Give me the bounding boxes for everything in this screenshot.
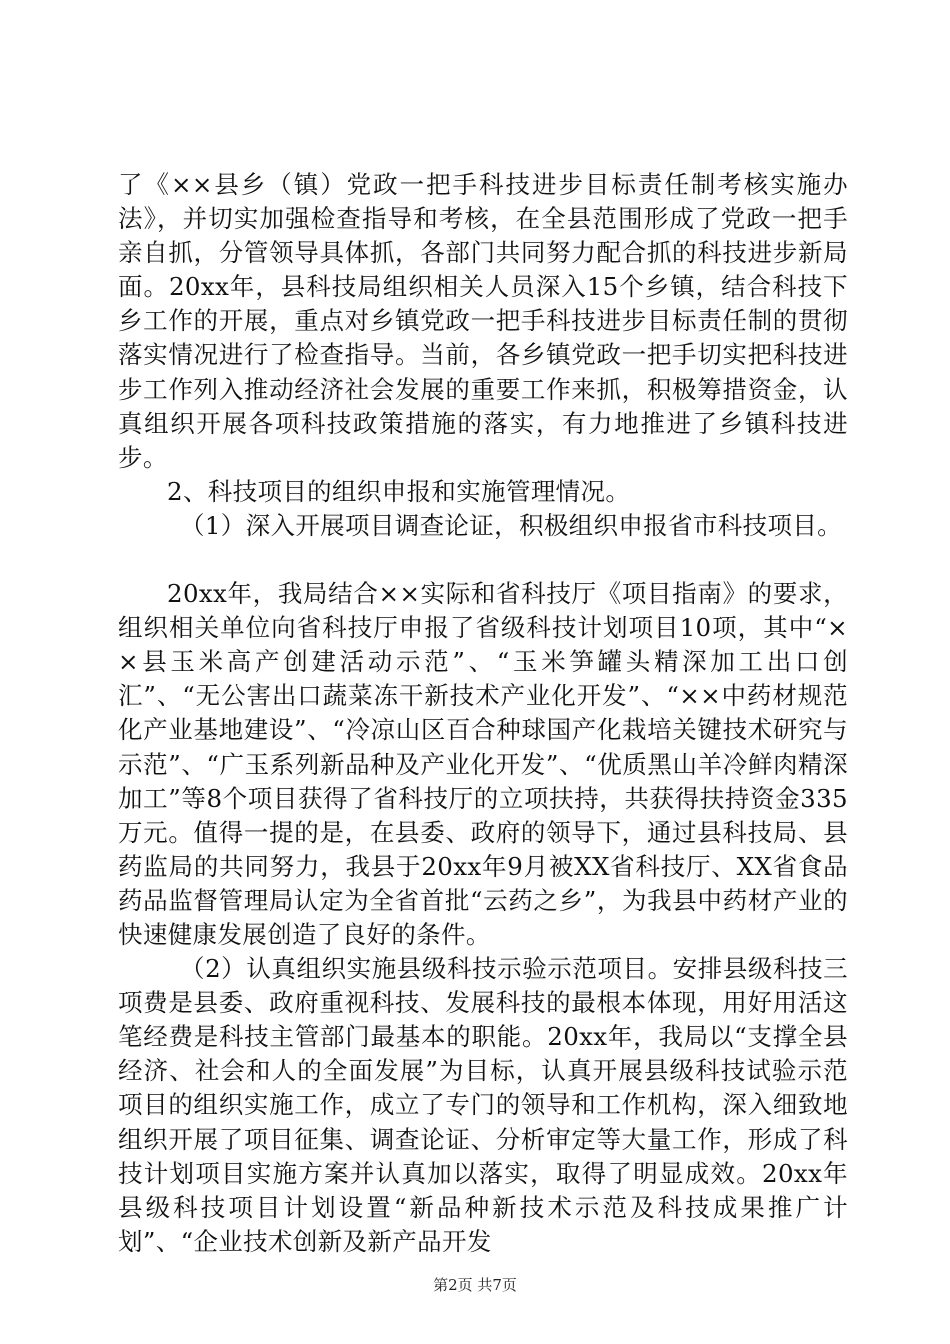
section-heading-project-management: 2、科技项目的组织申报和实施管理情况。: [167, 476, 631, 506]
paragraph-county-projects: （2）认真组织实施县级科技示验示范项目。安排县级科技三项费是县委、政府重视科技、发展科技的最根本体现，用好用活这笔经费是科技主管部门最基本的职能。20xx年，我局以“支撑全县经济、社会和人的全面发展”为目标，认真开展县级科技试验示范项目的组织实施工作，成立了专门的领导和工作机构，深入细致地组织开展了项目征集、调查论证、分析审定等大量工作，形成了科技计划项目实施方案并认真加以落实，取得了明显成效。20xx年县级科技项目计划设置“新品种新技术示范及科技成果推广计划”、“企业技术创新及新产品开发: [118, 954, 848, 1256]
paragraph-township-responsibility: 了《××县乡（镇）党政一把手科技进步目标责任制考核实施办法》，并切实加强检查指导和考核，在全县范围形成了党政一把手亲自抓，分管领导具体抓，各部门共同努力配合抓的科技进步新局面。20xx年，县科技局组织相关人员深入15个乡镇，结合科技下乡工作的开展，重点对乡镇党政一把手科技进步目标责任制的贯彻落实情况进行了检查指导。当前，各乡镇党政一把手切实把科技进步工作列入推动经济社会发展的重要工作来抓，积极筹措资金，认真组织开展各项科技政策措施的落实，有力地推进了乡镇科技进步。: [118, 170, 848, 472]
document-body: [118, 168, 848, 1259]
paragraph-provincial-projects: 20xx年，我局结合××实际和省科技厅《项目指南》的要求，组织相关单位向省科技厅申报了省级科技计划项目10项，其中“××县玉米高产创建活动示范”、“玉米笋罐头精深加工出口创汇”、“无公害出口蔬菜冻干新技术产业化开发”、“××中药材规范化产业基地建设”、“冷凉山区百合种球国产化栽培关键技术研究与示范”、“广玉系列新品种及产业化开发”、“优质黑山羊冷鲜肉精深加工”等8个项目获得了省科技厅的立项扶持，共获得扶持资金335万元。值得一提的是，在县委、政府的领导下，通过县科技局、县药监局的共同努力，我县于20xx年9月被XX省科技厅、XX省食品药品监督管理局认定为全省首批“云药之乡”，为我县中药材产业的快速健康发展创造了良好的条件。: [118, 579, 848, 949]
paragraph-spacer: [118, 543, 848, 577]
page-number-footer: 第2页 共7页: [433, 1276, 517, 1294]
subheading-provincial-projects: （1）深入开展项目调查论证，积极组织申报省市科技项目。: [180, 510, 843, 540]
